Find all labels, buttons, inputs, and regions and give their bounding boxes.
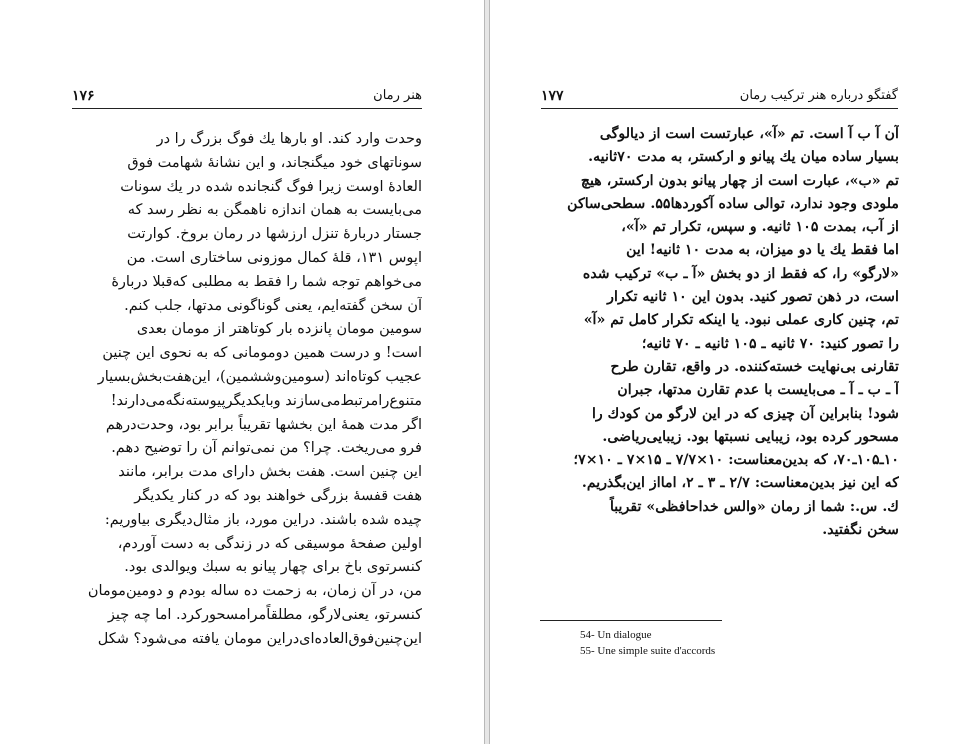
text-line: می‌خواهم توجه شما را فقط به مطلبی که‌قبلا دربارهٔ bbox=[111, 273, 422, 290]
text-line: این‌چنین‌فوق‌العاده‌ای‌دراین مومان یافته می‌شود؟ شکل bbox=[97, 630, 422, 647]
text-line: آن آ ب آ است. تم «آ»، عبارتست است از دیالوگی bbox=[599, 126, 899, 142]
text-line: مسحور کرده بود، زیبایی نسبتها بود. زیبایی‌ریاضی. bbox=[602, 428, 899, 445]
text-line: وحدت وارد کند. او بارها يك فوگ بزرگ را در bbox=[156, 131, 422, 147]
running-title: گفتگو درباره هنر ترکیب رمان bbox=[739, 88, 898, 103]
footnotes bbox=[580, 627, 715, 659]
running-title: هنر رمان bbox=[373, 88, 422, 103]
text-line: تم «ب»، عبارت است از چهار پیانو بدون ارکستر، هیچ bbox=[580, 172, 899, 189]
text-line: متنوع‌را‌مرتبط‌می‌سازند و‌با‌یکدیگر‌پیوسته‌نگه‌می‌دارند! bbox=[110, 392, 422, 409]
text-line: آ ـ ب ـ آ ـ می‌بایست با عدم تقارن مدتها، جبران bbox=[617, 382, 899, 399]
text-line: «لارگو» را، که فقط از دو بخش «آ ـ ب» ترکیب شده bbox=[582, 265, 899, 282]
page-number: ۱۷۶ bbox=[72, 88, 95, 104]
text-line: که این نیز بدین‌معناست: ۲/۷ ـ ۳ ـ ۲، امااز این‌بگذریم. bbox=[581, 475, 899, 492]
right-page-body-text bbox=[541, 123, 899, 542]
text-line: عجیب کوتاه‌اند (سومین‌وششمین)، این‌هفت‌بخش‌بسیار bbox=[97, 368, 422, 385]
text-line: تم، چنین کاری عملی نبود. یا اینکه تکرار کامل تم «آ» bbox=[583, 312, 899, 329]
text-line: هفت قفسهٔ بزرگی خواهند بود که در کنار یکدیگر bbox=[134, 487, 422, 504]
footnote: 54- Un dialogue bbox=[580, 629, 652, 641]
text-line: را تصور کنید: ۷۰ ثانیه ـ ۱۰۵ ثانیه ـ ۷۰ ثانیه؛ bbox=[641, 335, 899, 352]
left-page bbox=[0, 0, 485, 744]
left-page-header bbox=[72, 86, 422, 109]
text-line: ك. س.: شما از رمان «والس خداحافظی» تقریباً bbox=[609, 498, 899, 515]
text-line: شود! بنابراین آن چیزی که در این لارگو من کودك را bbox=[591, 405, 899, 422]
text-line: تقارنی بی‌نهایت خسته‌کننده. در واقع، تقارن طرح bbox=[610, 358, 899, 375]
text-line: اگر مدت همهٔ این بخشها تقریباً برابر بود، وحدت‌درهم bbox=[105, 416, 422, 433]
page-number: ۱۷۷ bbox=[541, 88, 564, 104]
footnote-rule bbox=[540, 620, 722, 621]
text-line: اما فقط يك یا دو میزان، به مدت ۱۰ ثانیه! این bbox=[626, 242, 899, 259]
text-line: سوناتهای خود میگنجاند، و این نشانهٔ شهامت فوق‌ bbox=[127, 154, 422, 171]
text-line: است! و درست همین دومومانی که به نحوی این چنین bbox=[102, 345, 422, 362]
text-line: جستار دربارهٔ تنزل ارزشها در رمان بروخ. کوارتت bbox=[127, 226, 422, 243]
text-line: العادهٔ اوست زیرا فوگ گنجانده شده در يك سونات bbox=[120, 178, 422, 195]
text-line: چیده شده باشند. دراین مورد، باز مثال‌دیگری بیاوریم: bbox=[104, 511, 422, 528]
right-page bbox=[489, 0, 976, 744]
footnote: 55- Une simple suite d'accords bbox=[580, 645, 716, 657]
text-line: می‌بایست به همان اندازه ناهمگن به نظر رسد که bbox=[127, 202, 422, 219]
text-line: اولین صفحهٔ موسیقی که در زندگی به دست آوردم، bbox=[117, 535, 422, 552]
text-line: من، در آن زمان، به زحمت ده ساله بودم و دومین‌مومان bbox=[87, 583, 422, 600]
text-line: فرو می‌ریخت. چرا؟ من نمی‌توانم آن را توضیح دهم. bbox=[111, 440, 422, 457]
text-line: این چنین است. هفت بخش دارای مدت برابر، مانند bbox=[118, 464, 422, 481]
text-line: اپوس ۱۳۱، قلهٔ کمال موزونی ساختاری است. من bbox=[126, 249, 422, 266]
text-line: سومین مومان پانزده بار کوتاهتر از مومان بعدی bbox=[136, 321, 422, 338]
left-page-body-text bbox=[76, 128, 422, 652]
text-line: از آب، بمدت ۱۰۵ ثانیه. و سپس، تکرار تم «آ»، bbox=[621, 219, 899, 236]
text-line: بسیار ساده میان يك پیانو و ارکستر، به مدت ۷۰ثانیه. bbox=[588, 149, 899, 166]
text-line: سخن نگفتید. bbox=[822, 522, 899, 539]
text-line: آن سخن گفته‌ایم، یعنی گوناگونی مدتها، جلب کنم. bbox=[124, 297, 422, 314]
text-line: است، در ذهن تصور کنید. بدون این ۱۰ ثانیه تکرار bbox=[607, 289, 899, 306]
right-page-header bbox=[541, 86, 898, 109]
text-line: کنسرتو، یعنی‌لارگو، مطلقاًمرامسحورکرد. اما چه چیز bbox=[107, 606, 422, 623]
text-line: کنسرتوی باخ برای چهار پیانو به سبك ویوالدی بود. bbox=[124, 559, 422, 576]
text-line: ۱۰ـ۱۰۵ـ۷۰، که بدین‌معناست: ۱۰×۷/۷ ـ ۱۵×۷ ـ ۱۰×۷؛ bbox=[573, 452, 899, 469]
text-line: ملودی وجود ندارد، توالی ساده آکوردها۵۵. سطحی‌ساکن bbox=[567, 195, 899, 212]
